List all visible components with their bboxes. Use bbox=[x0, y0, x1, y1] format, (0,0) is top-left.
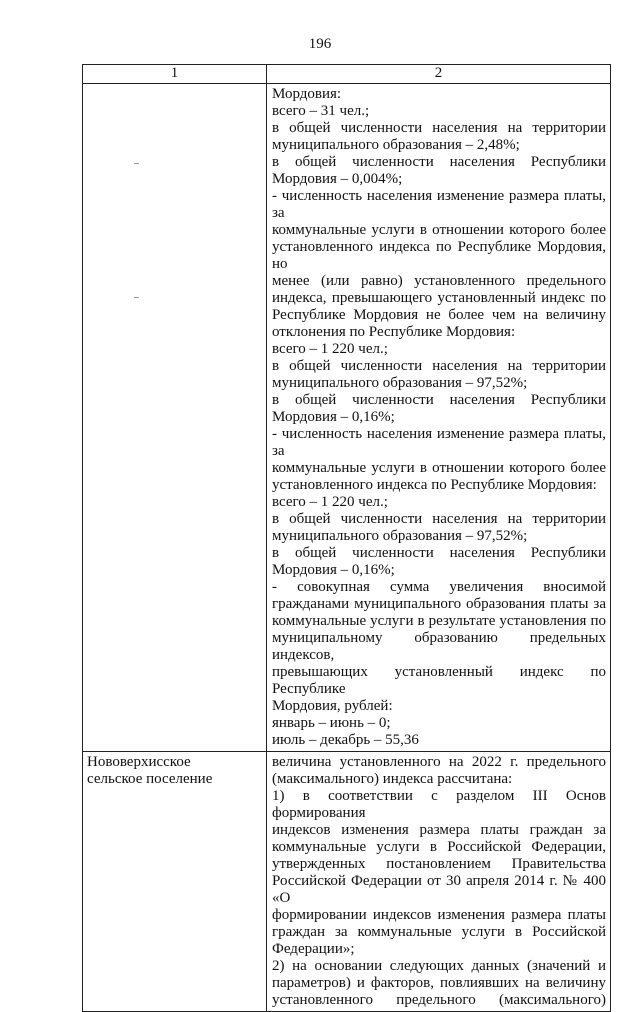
text-line: Мордовия, рублей: bbox=[272, 698, 393, 714]
text-line: менее (или равно) установленного предельного bbox=[272, 273, 606, 289]
text-line: установленного предельного (максимального) bbox=[272, 992, 606, 1008]
page-number: 196 bbox=[308, 36, 332, 52]
text-line: в общей численности населения Республики bbox=[272, 154, 606, 170]
text-line: Республике Мордовия не более чем на величину bbox=[272, 307, 606, 323]
text-line: (максимального) индекса рассчитана: bbox=[272, 771, 513, 787]
text-line: муниципальному образованию предельных индексов, bbox=[272, 630, 606, 663]
text-line: всего – 1 220 чел.; bbox=[272, 494, 388, 510]
text-line: величина установленного на 2022 г. предельного bbox=[272, 754, 606, 770]
text-line: коммунальные услуги в отношении которого более bbox=[272, 222, 606, 238]
text-line: Федерации»; bbox=[272, 941, 355, 957]
text-line: индекса, превышающего установленный индекс по bbox=[272, 290, 606, 306]
text-line: коммунальные услуги в отношении которого более bbox=[272, 460, 606, 476]
column-header-2: 2 bbox=[267, 65, 611, 84]
text-line: коммунальные услуги в результате установления по bbox=[272, 613, 606, 629]
document-table bbox=[82, 64, 611, 1012]
table-header-row bbox=[83, 65, 611, 84]
text-line: установленного индекса по Республике Мордовия, но bbox=[272, 239, 606, 272]
text-line: утвержденных постановлением Правительства bbox=[272, 856, 606, 872]
text-line: индексов изменения размера платы граждан за bbox=[272, 822, 606, 838]
text-line: в общей численности населения Республики bbox=[272, 392, 606, 408]
row2-left-cell bbox=[83, 752, 267, 1012]
text-line: граждан за коммунальные услуги в Российской bbox=[272, 924, 606, 940]
text-line: всего – 31 чел.; bbox=[272, 103, 370, 119]
text-line: формировании индексов изменения размера платы bbox=[272, 907, 606, 923]
settlement-name-line: сельское поселение bbox=[87, 771, 213, 787]
text-line: июль – декабрь – 55,36 bbox=[272, 732, 419, 748]
text-line: муниципального образования – 2,48%; bbox=[272, 137, 520, 153]
table-row bbox=[83, 84, 611, 752]
row1-left-cell bbox=[83, 84, 267, 752]
table-row bbox=[83, 752, 611, 1012]
text-line: Российской Федерации от 30 апреля 2014 г. № 400 «О bbox=[272, 873, 606, 906]
text-line: Мордовия – 0,16%; bbox=[272, 409, 395, 425]
text-line: в общей численности населения на территории bbox=[272, 358, 606, 374]
row1-right-cell bbox=[267, 84, 611, 752]
text-line: муниципального образования – 97,52%; bbox=[272, 528, 528, 544]
text-line: установленного индекса по Республике Мордовия: bbox=[272, 477, 597, 493]
text-line: 1) в соответствии с разделом III Основ формирования bbox=[272, 788, 606, 821]
text-line: муниципального образования – 97,52%; bbox=[272, 375, 528, 391]
text-line: Мордовия: bbox=[272, 86, 342, 102]
text-line: гражданами муниципального образования платы за bbox=[272, 596, 606, 612]
text-line: январь – июнь – 0; bbox=[272, 715, 391, 731]
text-line: в общей численности населения на территории bbox=[272, 511, 606, 527]
scan-mark bbox=[134, 297, 139, 298]
text-line: в общей численности населения Республики bbox=[272, 545, 606, 561]
row2-right-cell bbox=[267, 752, 611, 1012]
text-line: коммунальные услуги в Российской Федерации, bbox=[272, 839, 606, 855]
text-line: - численность населения изменение размера платы, за bbox=[272, 426, 606, 459]
text-line: Мордовия – 0,004%; bbox=[272, 171, 403, 187]
column-header-1: 1 bbox=[83, 65, 267, 84]
text-line: превышающих установленный индекс по Республике bbox=[272, 664, 606, 697]
text-line: отклонения по Республике Мордовия: bbox=[272, 324, 516, 340]
text-line: всего – 1 220 чел.; bbox=[272, 341, 388, 357]
text-line: Мордовия – 0,16%; bbox=[272, 562, 395, 578]
text-line: - совокупная сумма увеличения вносимой bbox=[272, 579, 606, 595]
text-line: в общей численности населения на территории bbox=[272, 120, 606, 136]
scan-mark bbox=[134, 163, 139, 164]
text-line: параметров) и факторов, повлиявших на величину bbox=[272, 975, 606, 991]
settlement-name-line: Нововерхисское bbox=[87, 754, 191, 770]
text-line: 2) на основании следующих данных (значений и bbox=[272, 958, 606, 974]
text-line: - численность населения изменение размера платы, за bbox=[272, 188, 606, 221]
